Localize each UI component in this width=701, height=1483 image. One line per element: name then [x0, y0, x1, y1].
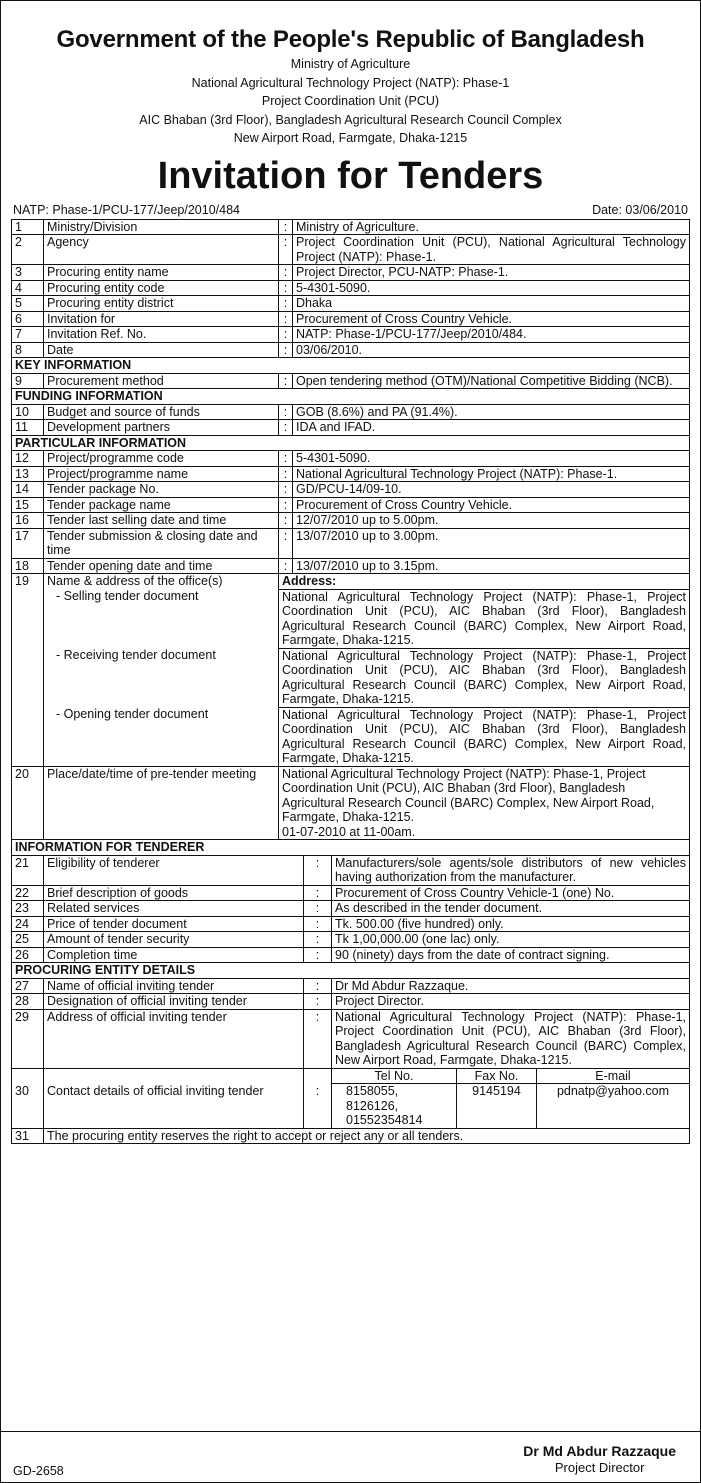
table-row: [12, 327, 690, 343]
row-label: Related services: [44, 901, 304, 917]
section-row: [12, 389, 690, 405]
row-value: [279, 766, 690, 840]
section-row: [12, 840, 690, 855]
row-colon: :: [279, 466, 293, 482]
reference-line: [11, 202, 690, 219]
opening-label: - Opening tender document: [44, 707, 279, 766]
fax-value: 9145194: [457, 1084, 537, 1129]
row-number: 26: [12, 947, 44, 963]
table-row: [12, 1128, 690, 1144]
section-funding: FUNDING INFORMATION: [12, 389, 690, 405]
table-row: [12, 482, 690, 498]
row-number: 7: [12, 327, 44, 343]
tender-table-details: [11, 840, 690, 1144]
row-number: 9: [12, 373, 44, 389]
table-row: [12, 558, 690, 574]
row-label-empty: [44, 1068, 304, 1084]
table-row: [12, 235, 690, 265]
row-value: Ministry of Agriculture.: [293, 219, 690, 235]
row-number: 6: [12, 311, 44, 327]
row-colon: :: [279, 296, 293, 312]
row-value: National Agricultural Technology Project (NATP): Phase-1, Project Coordination Unit (PCU), AIC Bhaban (3rd Floor), Bangladesh Agricultural Research Council (BARC) Complex, New Airport Road, Farmgate, Dhaka-1215.: [332, 1009, 690, 1068]
row-colon: :: [304, 901, 332, 917]
row-label: Brief description of goods: [44, 885, 304, 901]
table-row: [12, 311, 690, 327]
table-row: [12, 420, 690, 436]
row-colon: :: [304, 978, 332, 994]
section-row: [12, 963, 690, 979]
row-label: Development partners: [44, 420, 279, 436]
table-row: [12, 451, 690, 467]
row-number: 2: [12, 235, 44, 265]
section-row: [12, 358, 690, 374]
table-row: [12, 947, 690, 963]
row-colon: :: [279, 513, 293, 529]
email-header: E-mail: [537, 1068, 690, 1084]
table-row: [12, 574, 690, 590]
row-number: 15: [12, 497, 44, 513]
table-row: [12, 901, 690, 917]
row-value: Dhaka: [293, 296, 690, 312]
row-colon: :: [304, 994, 332, 1010]
row-value: National Agricultural Technology Project (NATP): Phase-1.: [293, 466, 690, 482]
table-row: [12, 404, 690, 420]
row-value: Open tendering method (OTM)/National Competitive Bidding (NCB).: [293, 373, 690, 389]
row-number: 27: [12, 978, 44, 994]
table-row: [12, 589, 690, 648]
table-row: [12, 1084, 690, 1129]
section-tenderer: INFORMATION FOR TENDERER: [12, 840, 690, 855]
section-key: KEY INFORMATION: [12, 358, 690, 374]
table-row: [12, 296, 690, 312]
table-row: [12, 513, 690, 529]
row-number-empty: [12, 707, 44, 766]
notice-footer: [1, 1431, 700, 1483]
row-number: 31: [12, 1128, 44, 1144]
ministry-line: Ministry of Agriculture: [290, 57, 411, 71]
row-number: 1: [12, 219, 44, 235]
row-value: Project Director, PCU-NATP: Phase-1.: [293, 265, 690, 281]
table-row: [12, 497, 690, 513]
row-number-empty: [12, 648, 44, 707]
selling-address: National Agricultural Technology Project (NATP): Phase-1, Project Coordination Unit (PCU), AIC Bhaban (3rd Floor), Bangladesh Agricultural Research Council (BARC) Complex, New Airport Road, Farmgate, Dhaka-1215.: [279, 589, 690, 648]
tender-table-main: [11, 219, 690, 841]
row-label: Place/date/time of pre-tender meeting: [44, 766, 279, 840]
row-colon: :: [304, 885, 332, 901]
receiving-label: - Receiving tender document: [44, 648, 279, 707]
table-row: [12, 932, 690, 948]
email-value: pdnatp@yahoo.com: [537, 1084, 690, 1129]
row-label: Price of tender document: [44, 916, 304, 932]
row-value: 03/06/2010.: [293, 342, 690, 358]
table-row: [12, 855, 690, 885]
row-number-empty: [12, 589, 44, 648]
row-colon: :: [279, 311, 293, 327]
row-label: Ministry/Division: [44, 219, 279, 235]
row-label: Procurement method: [44, 373, 279, 389]
row-number: 19: [12, 574, 44, 590]
table-row: [12, 648, 690, 707]
row-colon: :: [279, 451, 293, 467]
row-number: 24: [12, 916, 44, 932]
row-colon: :: [279, 497, 293, 513]
row-colon-empty: [304, 1068, 332, 1084]
row-label: Invitation for: [44, 311, 279, 327]
row-label: Contact details of official inviting tender: [44, 1084, 304, 1129]
row-value: Procurement of Cross Country Vehicle.: [293, 311, 690, 327]
row-value: Project Coordination Unit (PCU), National Agricultural Technology Project (NATP): Phase-1.: [293, 235, 690, 265]
row-number: 3: [12, 265, 44, 281]
row-value: Manufacturers/sole agents/sole distributors of new vehicles having authorization from the manufacturer.: [332, 855, 690, 885]
row-label: Budget and source of funds: [44, 404, 279, 420]
row-label: Tender last selling date and time: [44, 513, 279, 529]
fax-header: Fax No.: [457, 1068, 537, 1084]
row-colon: :: [279, 219, 293, 235]
row-value: IDA and IFAD.: [293, 420, 690, 436]
signatory-name: Dr Md Abdur Razzaque: [523, 1443, 676, 1459]
row-value: 90 (ninety) days from the date of contract signing.: [332, 947, 690, 963]
row-label: Tender opening date and time: [44, 558, 279, 574]
row-number: 5: [12, 296, 44, 312]
table-row: [12, 1068, 690, 1084]
row-value: 5-4301-5090.: [293, 280, 690, 296]
row-colon: :: [279, 420, 293, 436]
row-label: Amount of tender security: [44, 932, 304, 948]
receiving-address: National Agricultural Technology Project (NATP): Phase-1, Project Coordination Unit (PCU), AIC Bhaban (3rd Floor), Bangladesh Agricultural Research Council (BARC) Complex, New Airport Road, Farmgate, Dhaka-1215.: [279, 648, 690, 707]
row-value: As described in the tender document.: [332, 901, 690, 917]
address-heading: Address:: [279, 574, 690, 590]
row-value: The procuring entity reserves the right to accept or reject any or all tenders.: [44, 1128, 690, 1144]
row-colon: :: [279, 265, 293, 281]
row-value: Dr Md Abdur Razzaque.: [332, 978, 690, 994]
row-value: NATP: Phase-1/PCU-177/Jeep/2010/484.: [293, 327, 690, 343]
row-number: 17: [12, 528, 44, 558]
row-colon: :: [304, 1084, 332, 1129]
row-label: Eligibility of tenderer: [44, 855, 304, 885]
row-value: Tk. 500.00 (five hundred) only.: [332, 916, 690, 932]
row-number: 18: [12, 558, 44, 574]
section-row: [12, 435, 690, 451]
row-value: 13/07/2010 up to 3.15pm.: [293, 558, 690, 574]
row-colon: :: [279, 482, 293, 498]
row-colon: :: [279, 558, 293, 574]
row-label: Tender submission & closing date and time: [44, 528, 279, 558]
signatory-designation: Project Director: [554, 1460, 645, 1475]
row-label: Designation of official inviting tender: [44, 994, 304, 1010]
table-row: [12, 994, 690, 1010]
notice-header: [11, 25, 690, 200]
row-colon: :: [279, 342, 293, 358]
address-line-2: New Airport Road, Farmgate, Dhaka-1215: [233, 131, 468, 145]
row-label: Name & address of the office(s): [44, 574, 279, 590]
row-label: Invitation Ref. No.: [44, 327, 279, 343]
row-number: 14: [12, 482, 44, 498]
row-value: GOB (8.6%) and PA (91.4%).: [293, 404, 690, 420]
table-row: [12, 373, 690, 389]
table-row: [12, 528, 690, 558]
row-number: 28: [12, 994, 44, 1010]
government-title: Government of the People's Republic of Bangladesh: [56, 26, 645, 53]
row-colon: :: [304, 947, 332, 963]
table-row: [12, 916, 690, 932]
row-colon: :: [279, 528, 293, 558]
row-number: 11: [12, 420, 44, 436]
selling-label: - Selling tender document: [44, 589, 279, 648]
table-row: [12, 466, 690, 482]
row-number: 10: [12, 404, 44, 420]
signature-block: [523, 1442, 676, 1476]
row-label: Procuring entity name: [44, 265, 279, 281]
row-colon: :: [279, 373, 293, 389]
section-particular: PARTICULAR INFORMATION: [12, 435, 690, 451]
row-number: 25: [12, 932, 44, 948]
row-value: 12/07/2010 up to 5.00pm.: [293, 513, 690, 529]
row-label: Procuring entity code: [44, 280, 279, 296]
row-colon: :: [279, 404, 293, 420]
row-value: 5-4301-5090.: [293, 451, 690, 467]
row-label: Name of official inviting tender: [44, 978, 304, 994]
row-number: 21: [12, 855, 44, 885]
section-entity: PROCURING ENTITY DETAILS: [12, 963, 690, 979]
gd-code: GD-2658: [13, 1464, 64, 1478]
row-number: 13: [12, 466, 44, 482]
row-label: Agency: [44, 235, 279, 265]
row-label: Tender package No.: [44, 482, 279, 498]
table-row: [12, 707, 690, 766]
table-row: [12, 219, 690, 235]
address-line-1: AIC Bhaban (3rd Floor), Bangladesh Agricultural Research Council Complex: [139, 112, 562, 127]
notice-date: Date: 03/06/2010: [592, 202, 688, 217]
reference-number: NATP: Phase-1/PCU-177/Jeep/2010/484: [13, 202, 240, 217]
row-number: 16: [12, 513, 44, 529]
row-value: 13/07/2010 up to 3.00pm.: [293, 528, 690, 558]
row-colon: :: [279, 327, 293, 343]
table-row: [12, 280, 690, 296]
row-number: 29: [12, 1009, 44, 1068]
row-number: 4: [12, 280, 44, 296]
row-number-empty: [12, 1068, 44, 1084]
project-line: National Agricultural Technology Project (NATP): Phase-1: [191, 75, 510, 90]
row-value: Procurement of Cross Country Vehicle-1 (one) No.: [332, 885, 690, 901]
row-colon: :: [304, 1009, 332, 1068]
tel-header: Tel No.: [332, 1068, 457, 1084]
row-value: Project Director.: [332, 994, 690, 1010]
row-label: Completion time: [44, 947, 304, 963]
row-number: 30: [12, 1084, 44, 1129]
row-label: Procuring entity district: [44, 296, 279, 312]
unit-line: Project Coordination Unit (PCU): [261, 94, 440, 108]
pre-tender-time: 01-07-2010 at 11-00am.: [282, 824, 416, 839]
row-colon: :: [304, 932, 332, 948]
row-number: 22: [12, 885, 44, 901]
opening-address: National Agricultural Technology Project (NATP): Phase-1, Project Coordination Unit (PCU), AIC Bhaban (3rd Floor), Bangladesh Agricultural Research Council (BARC) Complex, New Airport Road, Farmgate, Dhaka-1215.: [279, 707, 690, 766]
table-row: [12, 885, 690, 901]
row-number: 20: [12, 766, 44, 840]
table-row: [12, 978, 690, 994]
table-row: [12, 766, 690, 840]
row-colon: :: [279, 235, 293, 265]
row-value: Procurement of Cross Country Vehicle.: [293, 497, 690, 513]
notice-title: Invitation for Tenders: [157, 154, 544, 197]
row-label: Date: [44, 342, 279, 358]
row-value: Tk 1,00,000.00 (one lac) only.: [332, 932, 690, 948]
table-row: [12, 265, 690, 281]
row-value: GD/PCU-14/09-10.: [293, 482, 690, 498]
row-colon: :: [304, 916, 332, 932]
row-colon: :: [304, 855, 332, 885]
table-row: [12, 342, 690, 358]
row-number: 8: [12, 342, 44, 358]
tel-value: 8158055, 8126126, 01552354814: [332, 1084, 457, 1129]
row-label: Project/programme name: [44, 466, 279, 482]
row-label: Tender package name: [44, 497, 279, 513]
table-row: [12, 1009, 690, 1068]
row-number: 23: [12, 901, 44, 917]
row-colon: :: [279, 280, 293, 296]
row-number: 12: [12, 451, 44, 467]
row-label: Address of official inviting tender: [44, 1009, 304, 1068]
row-label: Project/programme code: [44, 451, 279, 467]
pre-tender-address: National Agricultural Technology Project (NATP): Phase-1, Project Coordination Unit (PCU), AIC Bhaban (3rd Floor), Bangladesh Agricultural Research Council (BARC) Complex, New Airport Road, Farmgate, Dhaka-1215.: [282, 766, 655, 824]
